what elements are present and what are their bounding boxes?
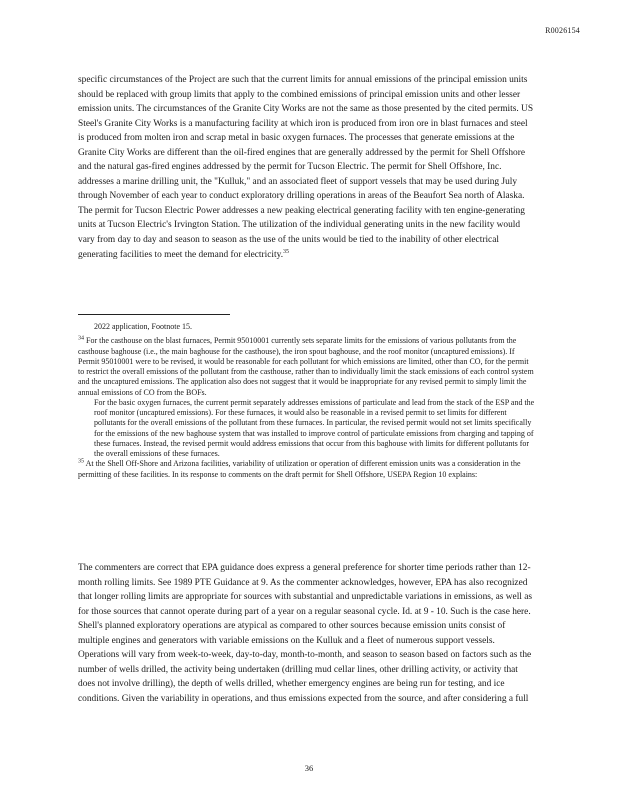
footnotes-section — [78, 322, 536, 480]
main-paragraph-text: specific circumstances of the Project are such that the current limits for annual emissions of the principal emission units should be replaced with group limits that apply to the combined emissions of principal emission units and other lesser emission units. The circumstances of the Granite City Works are not the same as those presented by the cited permits. US Steel's Granite City Works is a manufacturing facility at which iron is produced from iron ore in blast furnaces and steel is produced from molten iron and scrap metal in basic oxygen furnaces. The processes that generate emissions at the Granite City Works are different than the oil-fired engines that are generally addressed by the permit for Shell Offshore and the natural gas-fired engines addressed by the permit for Tucson Electric. The permit for Shell Offshore, Inc. addresses a marine drilling unit, the "Kulluk," and an associated fleet of support vessels that may be used during July through November of each year to conduct exploratory drilling operations in areas of the Beaufort Sea north of Alaska. The permit for Tucson Electric Power addresses a new peaking electrical generating facility with ten engine-generating units at Tucson Electric's Irvington Station. The utilization of the individual generating units in the new facility would vary from day to day and season to season as the use of the units would be tied to the inability of other electrical generating facilities to meet the demand for electricity. — [78, 75, 534, 260]
main-paragraph — [78, 73, 536, 262]
footnote-34-continued: For the basic oxygen furnaces, the current permit separately addresses emissions of particulate and lead from the stack of the ESP and the roof monitor (uncaptured emissions). For these furnaces, it would also be reasonable in a revised permit to set limits for different pollutants for the overall emissions of the pollutant from these furnaces. In particular, the revised permit would not set limits specifically for the emissions of the new baghouse system that was installed to improve control of particulate emissions from charging and tapping of these furnaces. Instead, the revised permit would address emissions that occur from this baghouse with limits for different pollutants for the overall emissions of these furnaces. — [94, 397, 535, 458]
document-id-header: R0026154 — [545, 26, 580, 35]
quoted-paragraph: The commenters are correct that EPA guidance does express a general preference for shorter time periods rather than 12-month rolling limits. See 1989 PTE Guidance at 9. As the commenter acknowledges, however, EPA has also recognized that longer rolling limits are appropriate for sources with substantial and unpredictable variations in emissions, as well as for those sources that cannot operate during part of a year on a regular seasonal cycle. Id. at 9 - 10. Such is the case here. Shell's planned exploratory operations are atypical as compared to other sources because emission units consist of multiple engines and generators with variable emissions on the Kulluk and a fleet of numerous support vessels. Operations will vary from week-to-week, day-to-day, month-to-month, and season to season based on factors such as the number of wells drilled, the activity being undertaken (drilling mud cellar lines, other drilling activity, or activity that does not involve drilling), the depth of wells drilled, whether emergency engines are being run for testing, and ice conditions. Given the variability in operations, and thus emissions expected from the source, and after considering a full — [78, 563, 533, 704]
footnote-35-marker: 35 — [78, 458, 84, 465]
footnote-35-text: At the Shell Off-Shore and Arizona facilities, variability of utilization or operation of different emission units was a consideration in the permitting of these facilities. In its response to comments on the draft permit for Shell Offshore, USEPA Region 10 explains: — [78, 459, 521, 479]
footnote-source: 2022 application, Footnote 15. — [94, 322, 192, 331]
footnote-34 — [78, 336, 536, 398]
page-number: 36 — [304, 763, 314, 773]
main-paragraph-block — [78, 73, 536, 262]
footnote-ref-35: 35 — [283, 248, 290, 255]
footnote-35 — [78, 459, 536, 480]
footnote-34-text: For the casthouse on the blast furnaces, Permit 95010001 currently sets separate limits for the emissions of various pollutants from the casthouse baghouse (i.e., the main baghouse for the casthouse), the iron spout baghouse, and the roof monitor (uncaptured emissions). If Permit 95010001 were to be revised, it would be reasonable for each pollutant for which emissions are limited, other than CO, for the permit to restrict the overall emissions of the pollutant from the casthouse, rather than to individually limit the stack emissions of each control system and the uncaptured emissions. The application also does not suggest that it would be inappropriate for any revised permit to simply limit the annual emissions of CO from the BOFs. — [78, 336, 534, 397]
footnote-34-marker: 34 — [78, 335, 84, 342]
quoted-paragraph-block — [78, 561, 536, 706]
footnote-separator — [78, 314, 230, 315]
